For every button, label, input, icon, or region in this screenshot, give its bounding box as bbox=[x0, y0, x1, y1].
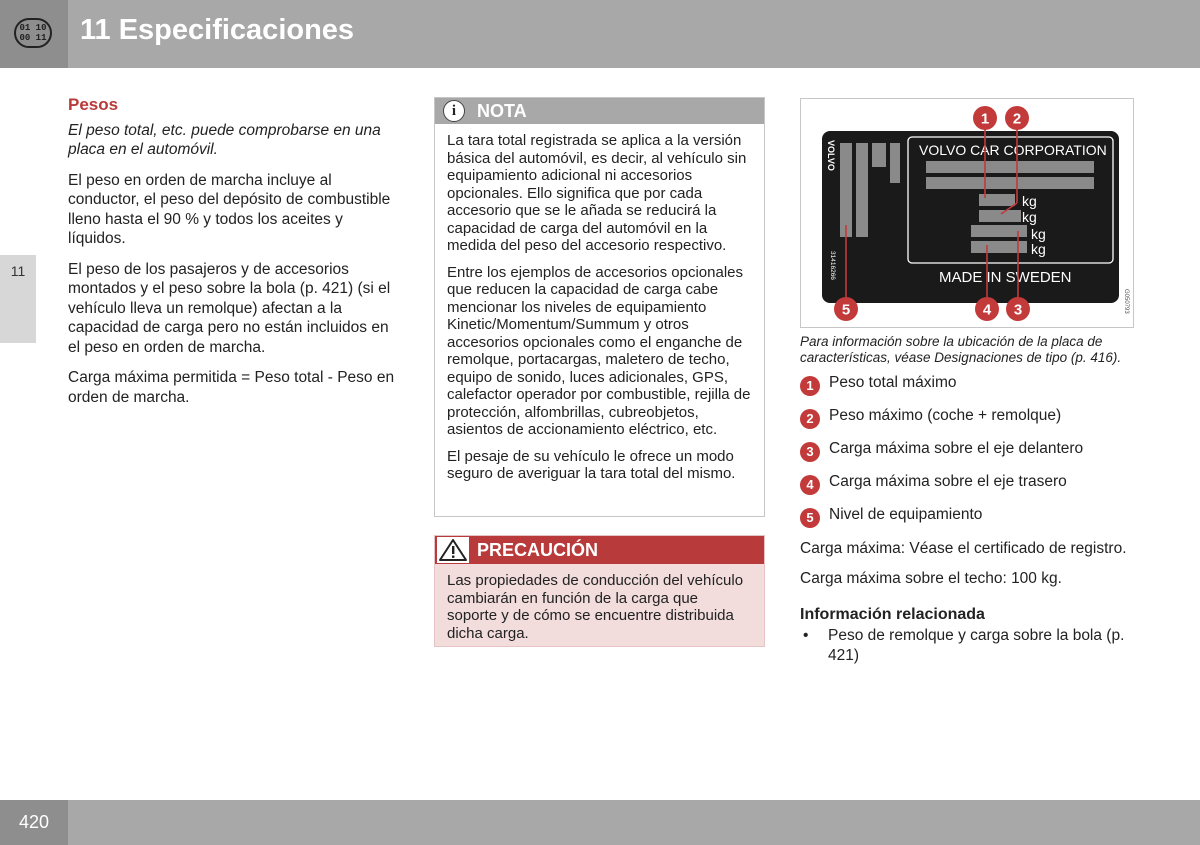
section-title: Pesos bbox=[68, 95, 119, 114]
type-plate-illustration bbox=[801, 99, 1133, 327]
bullet-icon: • bbox=[803, 627, 809, 644]
number-4-icon: 4 bbox=[800, 475, 820, 495]
intro-text: El peso total, etc. puede comprobarse en una placa en el automóvil. bbox=[68, 121, 381, 158]
roof-load-text: Carga máxima sobre el techo: 100 kg. bbox=[800, 569, 1062, 587]
chapter-side-tab bbox=[0, 255, 36, 343]
number-5-icon: 5 bbox=[800, 508, 820, 528]
plate-bar bbox=[872, 143, 886, 167]
pesos-section bbox=[68, 95, 402, 418]
type-plate-figure bbox=[800, 98, 1134, 328]
figure-caption: Para información sobre la ubicación de la placa de características, véase Designaciones de tipo (p. 416). bbox=[800, 334, 1122, 365]
plate-bar bbox=[856, 205, 868, 237]
legend-item bbox=[800, 407, 1134, 440]
paragraph: El peso de los pasajeros y de accesorios montados y el peso sobre la bola (p. 421) (si el vehículo lleva un remolque) afectan a la capacidad de carga pero no están incluidos en el peso en orden de marcha. bbox=[68, 260, 391, 356]
plate-code-right: G050793 bbox=[1123, 289, 1129, 314]
number-1-icon: 1 bbox=[800, 376, 820, 396]
callout-3-label: 3 bbox=[1013, 301, 1023, 319]
legend-label: Carga máxima sobre el eje trasero bbox=[829, 473, 1067, 490]
warning-triangle-icon bbox=[437, 537, 469, 563]
note-title: NOTA bbox=[477, 101, 527, 121]
plate-unit: kg bbox=[1022, 209, 1037, 225]
caution-title: PRECAUCIÓN bbox=[477, 540, 599, 560]
plate-bar bbox=[979, 210, 1021, 222]
paragraph: Carga máxima permitida = Peso total - Peso en orden de marcha. bbox=[68, 369, 395, 406]
note-box bbox=[434, 97, 765, 517]
caution-header bbox=[435, 536, 764, 564]
legend-item bbox=[800, 374, 1134, 407]
legend-item bbox=[800, 506, 1134, 539]
plate-unit: kg bbox=[1031, 241, 1046, 257]
related-info-title: Información relacionada bbox=[800, 606, 985, 623]
page-footer bbox=[0, 800, 1200, 845]
page-header bbox=[0, 0, 1200, 68]
plate-company: VOLVO CAR CORPORATION bbox=[919, 142, 1107, 158]
plate-bar bbox=[840, 143, 852, 237]
callout-2-label: 2 bbox=[1012, 110, 1022, 128]
legend-list bbox=[800, 374, 1134, 539]
related-info-link[interactable]: Peso de remolque y carga sobre la bola (p. 421) bbox=[828, 627, 1125, 664]
legend-item bbox=[800, 473, 1134, 506]
legend-item bbox=[800, 440, 1134, 473]
note-header bbox=[435, 98, 764, 124]
binary-chapter-icon bbox=[14, 18, 52, 48]
plate-bar bbox=[890, 143, 900, 183]
info-icon: i bbox=[443, 100, 465, 122]
note-paragraph: La tara total registrada se aplica a la versión básica del automóvil, es decir, al vehículo sin equipamiento adicional ni accesorios opcionales. Ello significa que por cada accesorio que se le añada se reducirá la capacidad de carga del automóvil en la medida del peso del accesorio respectivo. bbox=[447, 132, 747, 254]
page-number: 420 bbox=[18, 812, 50, 832]
note-paragraph: El pesaje de su vehículo le ofrece un modo seguro de averiguar la tara total del mismo. bbox=[447, 447, 736, 482]
plate-unit: kg bbox=[1022, 193, 1037, 209]
note-paragraph: Entre los ejemplos de accesorios opcionales que reducen la capacidad de carga cabe mencionar los niveles de equipamiento Kinetic/Momentum/Summum y otros accesorios opcionales como el enganche de remolque, portacargas, maletero de techo, equipo de sonido, luces adicionales, GPS, calefactor operador por combustible, rejilla de protección, alfombrillas, cubreobjetos, asientos de accionamiento eléctrico, etc. bbox=[447, 263, 751, 438]
icon-line-2: 00 11 bbox=[19, 33, 47, 43]
note-body bbox=[435, 124, 764, 498]
chapter-title: 11 Especificaciones bbox=[80, 14, 355, 46]
chapter-side-tab-label: 11 bbox=[10, 263, 26, 279]
legend-label: Nivel de equipamiento bbox=[829, 506, 983, 523]
paragraph: El peso en orden de marcha incluye al conductor, el peso del depósito de combustible lleno hasta el 90 % y todos los aceites y líquidos. bbox=[68, 171, 391, 247]
legend-label: Carga máxima sobre el eje delantero bbox=[829, 440, 1084, 457]
footer-tab bbox=[0, 800, 68, 845]
callout-4-label: 4 bbox=[982, 301, 992, 319]
number-2-icon: 2 bbox=[800, 409, 820, 429]
plate-bar bbox=[926, 161, 1094, 173]
caution-text: Las propiedades de conducción del vehículo cambiarán en función de la carga que soporte y de cómo se encuentre distribuida dicha carga. bbox=[447, 572, 744, 642]
related-info-list bbox=[800, 626, 1134, 665]
number-3-icon: 3 bbox=[800, 442, 820, 462]
plate-unit: kg bbox=[1031, 226, 1046, 242]
plate-code-left: 31416266 bbox=[829, 251, 836, 280]
related-info-item[interactable] bbox=[800, 626, 1134, 665]
icon-line-1: 01 10 bbox=[19, 23, 47, 33]
legend-label: Peso total máximo bbox=[829, 374, 957, 391]
plate-origin: MADE IN SWEDEN bbox=[939, 269, 1072, 286]
caution-box bbox=[434, 535, 765, 647]
legend-label: Peso máximo (coche + remolque) bbox=[829, 407, 1062, 424]
callout-5-label: 5 bbox=[841, 301, 851, 319]
max-load-text: Carga máxima: Véase el certificado de registro. bbox=[800, 540, 1127, 557]
specs-column bbox=[800, 98, 1134, 665]
callout-1-label: 1 bbox=[980, 110, 990, 128]
plate-bar bbox=[926, 177, 1094, 189]
caution-body bbox=[435, 564, 764, 657]
plate-brand-vertical: VOLVO bbox=[826, 140, 836, 171]
header-tab bbox=[0, 0, 68, 68]
